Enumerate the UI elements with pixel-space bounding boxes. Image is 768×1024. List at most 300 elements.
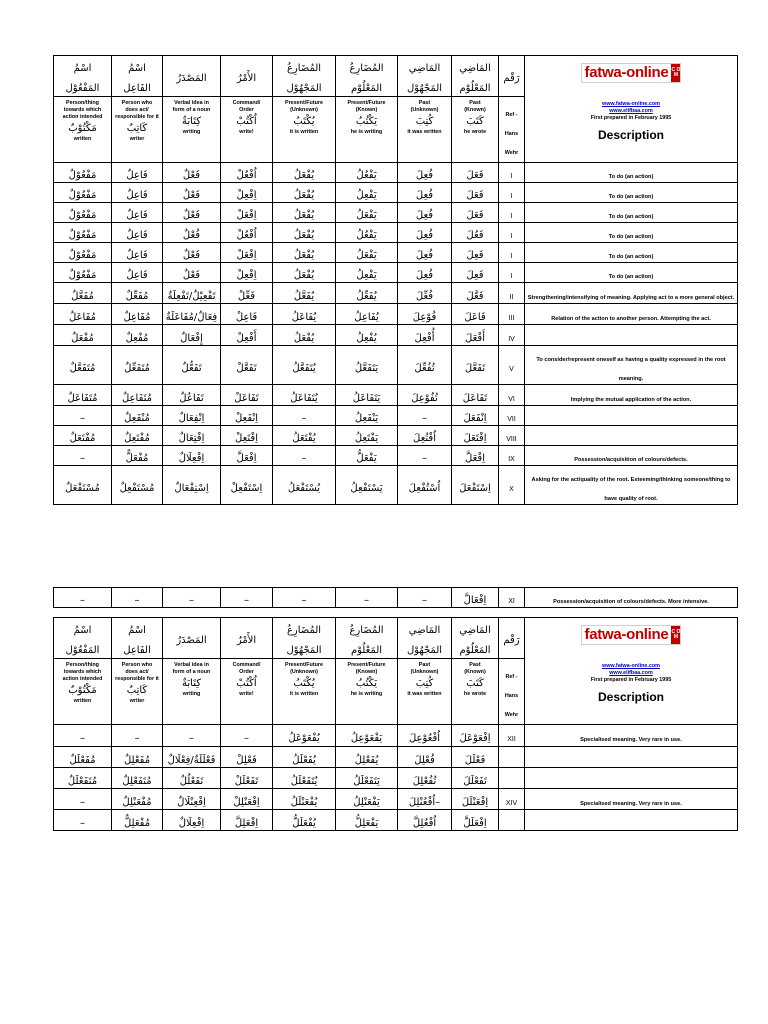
verb-form-text: اِفْعَلْ [236, 250, 257, 261]
form-number: I [510, 253, 513, 260]
verb-form-cell [221, 243, 273, 263]
verb-form-text: فَعَّلَ [466, 290, 484, 302]
table-row [54, 283, 738, 304]
verb-form-text: فَعْلٌ [182, 210, 201, 221]
column-header-ar [221, 56, 273, 97]
verb-form-cell [163, 304, 221, 325]
verb-form-cell [273, 446, 336, 466]
example-en: write! [239, 129, 254, 135]
verb-form-cell [112, 325, 163, 346]
column-header-ar [336, 56, 398, 97]
form-number: IX [508, 456, 515, 463]
verb-form-text: فُعِلَ [415, 170, 434, 181]
verb-form-cell [336, 385, 398, 406]
verb-form-cell [336, 243, 398, 263]
verb-form-text: يَفْتَعِلُ [354, 433, 379, 444]
column-header-ar [112, 618, 163, 659]
verb-form-cell [112, 725, 163, 747]
example-en: he is writing [350, 129, 383, 135]
verb-form-text: تَفَعَّلَ [464, 362, 486, 374]
column-header-en [54, 97, 112, 163]
verb-form-cell [54, 768, 112, 789]
ref-hans-wehr: Ref - Hans Wehr [504, 674, 519, 718]
verb-form-text: مُفْعَنْلِلٌ [122, 796, 152, 808]
form-number-cell [499, 810, 525, 831]
verb-form-cell [54, 243, 112, 263]
verb-form-text: فَعْلٌ [182, 170, 201, 181]
verb-form-text: تَفَاعَلْ [234, 392, 259, 404]
verb-form-cell [398, 283, 452, 304]
verb-form-cell [398, 346, 452, 385]
verb-form-text: – [189, 733, 194, 744]
verb-form-text: – [80, 733, 85, 744]
verb-form-cell [452, 283, 499, 304]
verb-form-cell [54, 304, 112, 325]
verb-form-text: فَعَلَ [466, 170, 484, 181]
verb-form-text: يُفْعَلُ [293, 332, 315, 344]
verb-form-cell [163, 163, 221, 183]
verb-form-cell [221, 163, 273, 183]
column-header-en [112, 97, 163, 163]
verb-form-text: اُفْتُعِلَ [413, 433, 436, 444]
verb-form-text: – [364, 595, 369, 606]
example-ar: يَكْتُبُ [355, 678, 378, 689]
verb-form-cell [336, 163, 398, 183]
verb-form-text: تَفَعَّلْ [236, 362, 257, 374]
verb-form-text: اِفْعَلَّ [465, 453, 485, 464]
description-cell [525, 466, 738, 505]
header-row-arabic [54, 618, 738, 659]
verb-form-cell [221, 325, 273, 346]
example-ar: كَتَبَ [466, 116, 484, 127]
verb-form-text: اِفْعِنْلَالٌ [177, 796, 206, 808]
description-cell [525, 325, 738, 346]
verb-form-cell [273, 203, 336, 223]
verb-form-text: – [134, 595, 140, 606]
verb-form-cell [452, 588, 499, 608]
verb-form-text: مُتَفَاعَلٌ [67, 392, 98, 404]
form-number: VI [508, 395, 515, 403]
verb-form-text: مُتَفَاعِلٌ [121, 392, 153, 404]
verb-form-cell [54, 183, 112, 203]
verb-form-text: مَفْعُوْلٌ [68, 190, 97, 201]
form-number: VIII [506, 436, 517, 443]
verb-form-cell [273, 223, 336, 243]
verb-form-cell [54, 725, 112, 747]
verb-form-text: فِعَالٌ/مُفَاعَلَةٌ [165, 311, 218, 323]
fatwa-online-logo [581, 63, 682, 83]
verb-form-cell [336, 810, 398, 831]
verb-form-text: فَاعَلَ [464, 311, 486, 323]
column-header-ar-text: اسْمُ الفَاعِل [123, 625, 151, 656]
verb-form-text: فَعْلِلْ [236, 754, 257, 766]
form-number-cell [499, 325, 525, 346]
form-number: I [510, 273, 513, 280]
verb-form-cell [54, 223, 112, 243]
column-header-ar [452, 618, 499, 659]
example-en: he is writing [350, 691, 383, 697]
column-header-en-text: Present/Future (Unknown) [284, 662, 324, 675]
verb-form-cell [336, 183, 398, 203]
verb-form-cell [398, 466, 452, 505]
verb-form-cell [452, 789, 499, 810]
verb-form-text: فَعْلٌ [182, 250, 201, 261]
verb-form-cell [398, 426, 452, 446]
description-cell [525, 304, 738, 325]
verb-form-text: مُتَفَعْلَلٌ [67, 775, 98, 787]
verb-form-text: فَاعِلٌ [126, 190, 148, 201]
verb-form-text: اِفْتِعَالٌ [178, 433, 205, 444]
column-header-ar [163, 56, 221, 97]
verb-form-cell [54, 588, 112, 608]
table-row [54, 203, 738, 223]
verb-form-text: مُفْعِلٌ [125, 332, 149, 344]
verb-form-cell [336, 725, 398, 747]
verb-form-text: اِسْتَفْعِلْ [230, 482, 263, 494]
description-cell [525, 385, 738, 406]
verb-form-cell [398, 263, 452, 283]
description-text: Possession/acquisition of colours/defects. More intensive. [553, 599, 709, 605]
example-en: writing [182, 129, 201, 135]
verb-form-cell [112, 446, 163, 466]
description-cell [525, 725, 738, 747]
table-row [54, 263, 738, 283]
verb-form-text: مَفْعُوْلٌ [68, 230, 97, 241]
form-number: I [510, 233, 513, 240]
verb-form-cell [163, 263, 221, 283]
fatwa-online-link[interactable]: www.fatwa-online.com [602, 662, 660, 669]
verb-form-text: مُنْفَعِلٌ [124, 413, 150, 424]
verb-form-text: مُفْعَلٌ [71, 332, 94, 344]
form-number-cell [499, 163, 525, 183]
table-row [54, 789, 738, 810]
verb-form-cell [398, 406, 452, 426]
verb-form-cell [163, 385, 221, 406]
verb-form-text: – [301, 453, 307, 464]
description-text: To do (an action) [608, 214, 654, 220]
form-number-cell [499, 183, 525, 203]
verb-form-text: اُفْعُلْ [236, 230, 257, 241]
verb-form-cell [452, 183, 499, 203]
description-cell [525, 163, 738, 183]
description-cell [525, 283, 738, 304]
column-header-ar [499, 56, 525, 97]
column-header-ar-text: الأَمْرُ [236, 73, 257, 84]
verb-form-cell [452, 243, 499, 263]
verb-forms-table-1 [53, 55, 738, 505]
column-header-ar [452, 56, 499, 97]
verb-form-text: يُسْتَفْعَلُ [287, 482, 321, 494]
elifbaa-link[interactable]: www.elifbaa.com [609, 107, 653, 114]
column-header-en-text: Command/ Order [232, 662, 261, 675]
verb-form-cell [398, 304, 452, 325]
example-en: write! [239, 691, 254, 697]
verb-form-cell [336, 283, 398, 304]
column-header-ar-text: المَاضِي المَجْهُوْل [406, 63, 443, 94]
verb-form-text: فَاعِلٌ [126, 210, 148, 221]
verb-form-text: – [80, 413, 85, 424]
example-ar: يُكْتَبُ [293, 116, 315, 127]
example-ar: مَكْتُوْبٌ [68, 685, 97, 696]
example-ar: كَاتِبٌ [126, 123, 148, 134]
verb-form-cell [273, 325, 336, 346]
example-en: writing [182, 691, 201, 697]
verb-form-cell [54, 446, 112, 466]
form-number-cell [499, 789, 525, 810]
verb-form-cell [163, 406, 221, 426]
form-number-cell [499, 768, 525, 789]
verb-form-text: – [244, 733, 249, 744]
column-header-en-text: Past (Unknown) [410, 662, 439, 675]
verb-form-text: فَعْلٌ [182, 190, 201, 201]
verb-form-cell [273, 725, 336, 747]
example-ar: يَكْتُبُ [355, 116, 378, 127]
verb-form-cell [112, 163, 163, 183]
description-text: To do (an action) [608, 254, 654, 260]
verb-form-text: يَفْعَوْعِلُ [350, 733, 383, 744]
verb-form-text: فُعِّلَ [415, 290, 434, 302]
verb-form-cell [163, 325, 221, 346]
verb-form-text: يَفْعَلُ [356, 250, 377, 261]
column-header-en [221, 97, 273, 163]
verb-form-text: يُفَعِّلُ [356, 290, 377, 302]
column-header-en [398, 659, 452, 725]
verb-form-text: فَاعِلٌ [126, 170, 148, 181]
elifbaa-link[interactable]: www.elifbaa.com [609, 669, 653, 676]
verb-form-text: مُفَعَّلٌ [71, 290, 94, 302]
verb-form-text: فَعِلَ [466, 270, 484, 281]
verb-form-text: إِفْعَالٌ [180, 332, 203, 344]
verb-form-cell [54, 810, 112, 831]
verb-form-text: تَفَعْلَلْ [234, 775, 259, 787]
verb-form-cell [336, 466, 398, 505]
column-header-ar [54, 618, 112, 659]
links-block [526, 663, 736, 684]
form-number: XII [507, 736, 516, 743]
verb-form-text: يَسْتَفْعِلُ [350, 482, 383, 494]
table-xi-body [54, 588, 738, 608]
verb-form-cell [54, 385, 112, 406]
verb-form-text: مُفْتَعِلٌ [124, 433, 150, 444]
verb-form-text: – [244, 595, 249, 606]
verb-form-text: يُفَاعِلُ [354, 311, 379, 323]
description-text: To do (an action) [608, 174, 654, 180]
verb-form-cell [452, 466, 499, 505]
column-header-ar [398, 618, 452, 659]
example-ar: اُكْتُبْ [236, 116, 257, 127]
column-header-ar-text: المُضَارِعُ المَجْهُوْل [286, 63, 322, 94]
column-header-ar-text: المَاضِي المَجْهُوْل [406, 625, 443, 656]
verb-form-text: تُفُوْعِلَ [411, 392, 438, 404]
column-header-ar-text: المَصْدَرُ [176, 635, 207, 646]
column-header-ar-text: المَصْدَرُ [176, 73, 207, 84]
description-cell [525, 446, 738, 466]
verb-form-cell [221, 346, 273, 385]
column-header-en [273, 659, 336, 725]
verb-form-cell [54, 163, 112, 183]
verb-form-cell [452, 446, 499, 466]
column-header-ar [54, 56, 112, 97]
verb-form-text: مُفَاعِلٌ [123, 311, 151, 323]
verb-form-text: تَفَاعَلَ [462, 392, 488, 404]
verb-form-cell [452, 426, 499, 446]
verb-form-cell [336, 446, 398, 466]
description-title: Description [597, 127, 664, 142]
ref-cell [499, 97, 525, 163]
verb-form-cell [54, 263, 112, 283]
verb-form-text: يُفْعَلُ [293, 250, 315, 261]
header-row-arabic [54, 56, 738, 97]
form-number-cell [499, 747, 525, 768]
verb-form-cell [452, 747, 499, 768]
title-cell [525, 56, 738, 163]
table-row [54, 346, 738, 385]
column-header-en [221, 659, 273, 725]
verb-form-text: يُفْعَلُ [293, 170, 315, 181]
verb-form-text: تَفَعُّلٌ [181, 362, 202, 374]
verb-form-text: يَتَفَعْلَلُ [353, 775, 380, 787]
verb-form-text: فُعْلٌ [182, 230, 201, 241]
verb-form-text: يُتَفَاعَلُ [290, 392, 318, 404]
example-ar: كَاتِبٌ [126, 685, 148, 696]
verb-form-text: مَفْعُوْلٌ [68, 250, 97, 261]
verb-form-cell [221, 406, 273, 426]
verb-form-cell [273, 263, 336, 283]
verb-form-text: اِفْعَلَّ [236, 453, 257, 464]
verb-form-cell [398, 385, 452, 406]
verb-form-text: يَفْعُلُ [356, 230, 377, 241]
table-row [54, 223, 738, 243]
verb-form-cell [336, 406, 398, 426]
verb-form-text: مُفَعْلَلٌ [69, 754, 96, 766]
verb-form-text: اِسْتَفْعَلَ [459, 482, 491, 494]
verb-form-cell [163, 768, 221, 789]
example-ar: كَتَبَ [466, 678, 484, 689]
example-en: it is written [289, 691, 319, 697]
verb-form-cell [336, 203, 398, 223]
verb-form-text: يُفْعَلُ [293, 270, 315, 281]
verb-form-cell [54, 426, 112, 446]
form-number-cell [499, 283, 525, 304]
form-number-cell [499, 588, 525, 608]
description-cell [525, 588, 738, 608]
verb-form-text: مُفْعَلٌّ [125, 453, 149, 464]
verb-form-text: يُتَفَعَّلُ [292, 362, 316, 374]
verb-form-text: تُفُعِّلَ [414, 362, 435, 374]
verb-form-cell [452, 325, 499, 346]
column-header-ar-text: اسْمُ الفَاعِل [123, 63, 151, 94]
verb-form-text: فُعِلَ [415, 250, 434, 261]
verb-form-cell [112, 588, 163, 608]
description-cell [525, 768, 738, 789]
column-header-en [336, 659, 398, 725]
verb-form-cell [273, 768, 336, 789]
table-row [54, 426, 738, 446]
verb-form-cell [163, 810, 221, 831]
verb-form-cell [112, 304, 163, 325]
logo-text: fatwa-online [584, 64, 669, 81]
verb-form-cell [336, 588, 398, 608]
verb-form-text: اُفْعُوْعِلَ [408, 733, 441, 744]
verb-form-text: – [80, 595, 85, 606]
verb-form-text: يَفْعُلُ [356, 170, 377, 181]
form-number-cell [499, 346, 525, 385]
verb-form-cell [398, 446, 452, 466]
verb-form-text: مُسْتَفْعَلٌ [65, 482, 100, 494]
logo-text: fatwa-online [584, 626, 669, 643]
description-text: Specialised meaning. Very rare in use. [580, 800, 682, 807]
verb-form-cell [452, 346, 499, 385]
verb-form-text: اِسْتِفْعَالٌ [174, 482, 209, 494]
form-number: XI [508, 598, 515, 605]
verb-form-text: يَفْعَلُّ [356, 453, 377, 464]
verb-form-cell [163, 747, 221, 768]
verb-form-text: اِفْعَالَّ [463, 595, 487, 606]
example-ar: اُكْتُبْ [236, 678, 257, 689]
verb-form-cell [112, 789, 163, 810]
form-number-cell [499, 426, 525, 446]
column-header-en [398, 97, 452, 163]
verb-form-cell [112, 243, 163, 263]
example-ar: كِتَابَةٌ [182, 678, 201, 689]
verb-form-text: يُفْعَلُ [293, 190, 315, 201]
verb-form-cell [398, 163, 452, 183]
verb-form-cell [221, 385, 273, 406]
verb-form-cell [452, 725, 499, 747]
verb-form-cell [221, 304, 273, 325]
verb-form-cell [163, 346, 221, 385]
column-header-en [163, 659, 221, 725]
verb-form-cell [452, 203, 499, 223]
column-header-ar [112, 56, 163, 97]
verb-form-text: فَعْلَلَةٌ/فِعْلَالٌ [167, 754, 216, 766]
example-ar: كِتَابَةٌ [182, 116, 201, 127]
verb-form-cell [112, 466, 163, 505]
verb-form-text: اُفْعُنْلِلَ– [408, 796, 441, 808]
description-cell [525, 406, 738, 426]
example-ar: كُتِبَ [415, 116, 434, 127]
description-text: Asking for the act/quality of the root. Esteeming/thinking someone/thing to have quality of root. [531, 477, 731, 502]
verb-form-text: يُفَعَّلُ [293, 290, 315, 302]
verb-form-text: يُفَعْلِلُ [354, 754, 379, 766]
verb-form-text: مُفَعْلِلٌ [123, 754, 151, 766]
verb-form-text: فَعَلَ [466, 210, 484, 221]
verb-form-text: أَفْعِلْ [236, 332, 257, 344]
fatwa-online-link[interactable]: www.fatwa-online.com [602, 100, 660, 107]
description-text: Implying the mutual application of the action. [570, 396, 692, 403]
verb-form-cell [452, 163, 499, 183]
verb-form-cell [112, 768, 163, 789]
verb-form-text: اِفْعِلَالٌ [178, 453, 205, 464]
verb-form-cell [221, 446, 273, 466]
form-number: II [509, 293, 514, 301]
verb-form-cell [163, 223, 221, 243]
verb-form-text: فُوْعِلَ [412, 311, 437, 323]
description-cell [525, 183, 738, 203]
column-header-ar-text: المُضَارِعُ المَعْلُوْم [349, 63, 384, 94]
verb-form-cell [221, 183, 273, 203]
description-cell [525, 203, 738, 223]
verb-form-cell [273, 243, 336, 263]
verb-form-cell [452, 263, 499, 283]
column-header-ar [221, 618, 273, 659]
verb-form-cell [112, 283, 163, 304]
example-en: he wrote [463, 691, 487, 697]
example-en: he wrote [463, 129, 487, 135]
verb-form-text: – [134, 733, 140, 744]
verb-form-text: يَنْفَعِلُ [354, 413, 379, 424]
verb-form-cell [54, 789, 112, 810]
